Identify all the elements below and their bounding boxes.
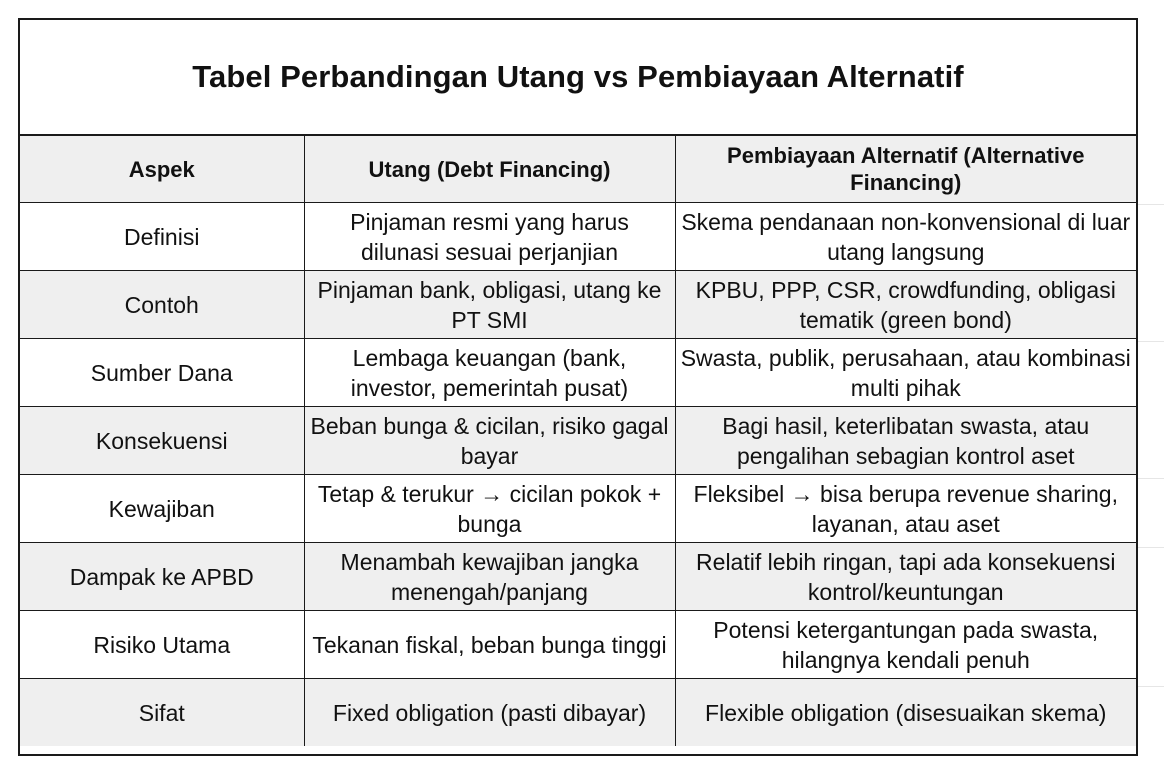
comparison-table-container [18, 18, 1138, 756]
table-row [20, 407, 1136, 475]
cell-aspect[interactable]: Sifat [20, 679, 304, 747]
cell-aspect[interactable]: Contoh [20, 271, 304, 339]
gridline [1138, 547, 1164, 548]
table-row [20, 203, 1136, 271]
cell-aspect[interactable]: Sumber Dana [20, 339, 304, 407]
cell-debt[interactable]: Pinjaman bank, obligasi, utang ke PT SMI [304, 271, 675, 339]
comparison-table [20, 136, 1136, 746]
cell-debt[interactable]: Beban bunga & cicilan, risiko gagal bayar [304, 407, 675, 475]
cell-aspect[interactable]: Konsekuensi [20, 407, 304, 475]
cell-aspect[interactable]: Dampak ke APBD [20, 543, 304, 611]
cell-alternative[interactable]: Fleksibel → bisa berupa revenue sharing, layanan, atau aset [675, 475, 1136, 543]
cell-aspect[interactable]: Risiko Utama [20, 611, 304, 679]
cell-debt[interactable]: Fixed obligation (pasti dibayar) [304, 679, 675, 747]
header-cell-debt[interactable]: Utang (Debt Financing) [304, 136, 675, 203]
table-row [20, 475, 1136, 543]
gridline [1138, 204, 1164, 205]
header-cell-alternative[interactable]: Pembiayaan Alternatif (Alternative Financing) [675, 136, 1136, 203]
gridline [1138, 686, 1164, 687]
table-title[interactable]: Tabel Perbandingan Utang vs Pembiayaan Alternatif [20, 20, 1136, 136]
cell-debt[interactable]: Tetap & terukur → cicilan pokok + bunga [304, 475, 675, 543]
gridline [1138, 478, 1164, 479]
cell-aspect[interactable]: Definisi [20, 203, 304, 271]
table-row [20, 271, 1136, 339]
header-row [20, 136, 1136, 203]
cell-debt[interactable]: Lembaga keuangan (bank, investor, pemerintah pusat) [304, 339, 675, 407]
cell-alternative[interactable]: Flexible obligation (disesuaikan skema) [675, 679, 1136, 747]
table-row [20, 679, 1136, 747]
table-row [20, 543, 1136, 611]
cell-alternative[interactable]: Relatif lebih ringan, tapi ada konsekuensi kontrol/keuntungan [675, 543, 1136, 611]
cell-alternative[interactable]: Bagi hasil, keterlibatan swasta, atau pengalihan sebagian kontrol aset [675, 407, 1136, 475]
cell-alternative[interactable]: Skema pendanaan non-konvensional di luar utang langsung [675, 203, 1136, 271]
cell-alternative[interactable]: Potensi ketergantungan pada swasta, hilangnya kendali penuh [675, 611, 1136, 679]
cell-debt[interactable]: Pinjaman resmi yang harus dilunasi sesuai perjanjian [304, 203, 675, 271]
gridline [1138, 341, 1164, 342]
cell-alternative[interactable]: Swasta, publik, perusahaan, atau kombinasi multi pihak [675, 339, 1136, 407]
cell-debt[interactable]: Tekanan fiskal, beban bunga tinggi [304, 611, 675, 679]
cell-debt[interactable]: Menambah kewajiban jangka menengah/panjang [304, 543, 675, 611]
table-row [20, 339, 1136, 407]
cell-alternative[interactable]: KPBU, PPP, CSR, crowdfunding, obligasi tematik (green bond) [675, 271, 1136, 339]
table-row [20, 611, 1136, 679]
header-cell-aspect[interactable]: Aspek [20, 136, 304, 203]
cell-aspect[interactable]: Kewajiban [20, 475, 304, 543]
